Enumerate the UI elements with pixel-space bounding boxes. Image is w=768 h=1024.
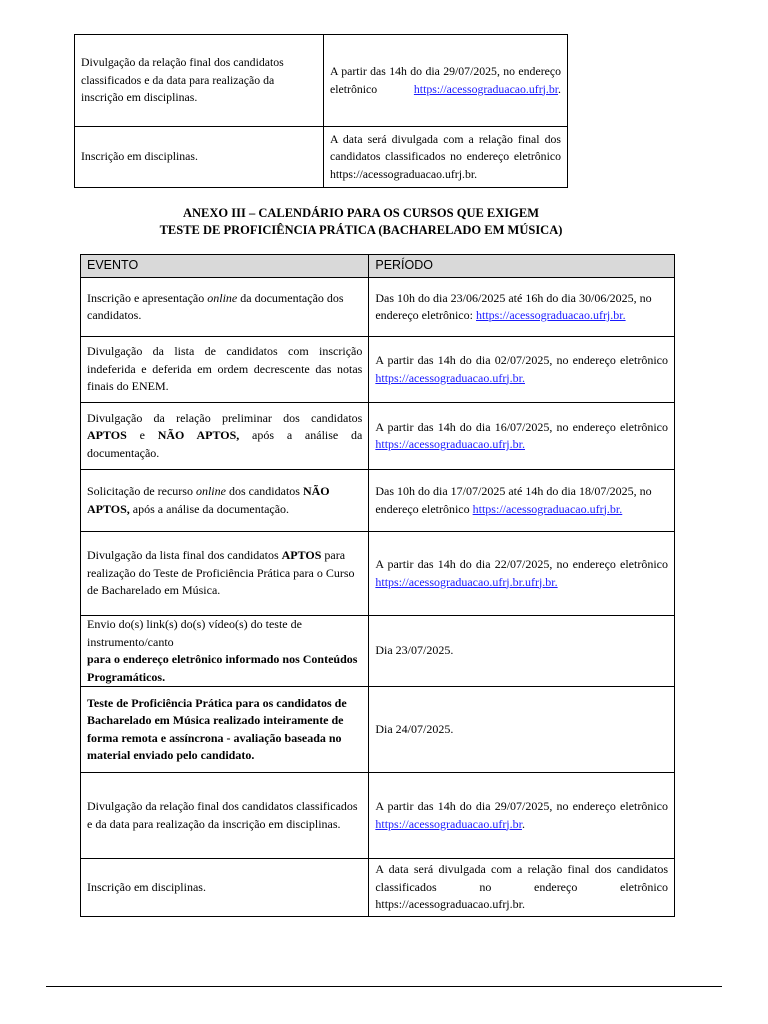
acessograduacao-link[interactable]: https://acessograduacao.ufrj.br. <box>475 308 626 322</box>
event-cell <box>81 773 369 859</box>
period-text: A partir das 14h do dia 29/07/2025, no endereço eletrônico <box>375 799 668 813</box>
period-text: A partir das 14h do dia 16/07/2025, no endereço eletrônico <box>375 419 668 434</box>
period-suffix: . <box>521 816 525 831</box>
calendar-table <box>80 254 675 917</box>
period-text: A partir das 14h do dia 22/07/2025, no endereço eletrônico <box>375 557 668 571</box>
period-text: A partir das 14h do dia 02/07/2025, no endereço eletrônico <box>375 353 668 367</box>
period-cell <box>369 687 675 773</box>
acessograduacao-link[interactable]: https://acessograduacao.ufrj.br. <box>472 501 623 516</box>
event-text-italic: online <box>207 290 238 305</box>
table-row <box>81 616 675 687</box>
header-period: PERÍODO <box>369 255 675 278</box>
event-text-bold: APTOS <box>281 548 322 563</box>
event-cell <box>81 859 369 917</box>
table-row <box>81 403 675 470</box>
event-text-bold: Teste de Proficiência Prática para os candidatos de Bacharelado em Música realizado inteiramente de forma remota e assíncrona - avaliação baseada no material enviado pelo candidato. <box>87 695 347 762</box>
event-cell <box>81 532 369 616</box>
period-cell <box>369 470 675 532</box>
event-cell <box>75 127 324 188</box>
period-text: A data será divulgada com a relação final dos candidatos classificados no endereço eletrônico https://acessograduacao.ufrj.br. <box>375 862 668 912</box>
event-text: Divulgação da lista final dos candidatos <box>87 548 282 563</box>
period-cell <box>324 35 568 127</box>
event-cell <box>81 278 369 337</box>
event-text: Divulgação da relação preliminar dos candidatos <box>87 410 363 425</box>
period-text: Dia 23/07/2025. <box>375 643 454 658</box>
acessograduacao-link[interactable]: https://acessograduacao.ufrj.br <box>375 816 522 831</box>
period-cell <box>369 278 675 337</box>
period-suffix: . <box>558 81 561 96</box>
event-text: Inscrição e apresentação <box>87 290 208 305</box>
acessograduacao-link[interactable]: https://acessograduacao.ufrj.br. <box>375 370 525 385</box>
acessograduacao-link[interactable]: https://acessograduacao.ufrj.br. <box>375 437 525 451</box>
period-cell <box>324 127 568 188</box>
event-cell <box>81 616 369 687</box>
table-row <box>81 687 675 773</box>
event-text-bold: NÃO APTOS, <box>87 484 330 516</box>
event-text: Envio do(s) link(s) do(s) vídeo(s) do teste de instrumento/canto <box>87 617 302 649</box>
acessograduacao-link[interactable]: https://acessograduacao.ufrj.br <box>413 81 559 96</box>
event-text: Inscrição em disciplinas. <box>81 149 198 164</box>
period-cell <box>369 616 675 687</box>
annex-title-line-1: ANEXO III – CALENDÁRIO PARA OS CURSOS QUE EXIGEM <box>182 206 540 220</box>
period-cell <box>369 773 675 859</box>
event-text: da documentação dos candidatos. <box>87 290 344 322</box>
period-cell <box>369 337 675 403</box>
period-text: Das 10h do dia 23/06/2025 até 16h do dia 30/06/2025, no endereço eletrônico: <box>375 290 652 322</box>
period-text: Dia 24/07/2025. <box>375 721 454 736</box>
event-cell <box>81 337 369 403</box>
event-text: Divulgação da relação final dos candidatos classificados e da data para realização da inscrição em disciplinas. <box>81 55 284 105</box>
table-row <box>81 278 675 337</box>
period-cell <box>369 532 675 616</box>
table-header-row <box>81 255 675 278</box>
acessograduacao-link[interactable]: https://acessograduacao.ufrj.br.ufrj.br. <box>375 574 558 589</box>
continued-calendar-table <box>74 34 568 188</box>
footer-divider <box>46 986 722 987</box>
event-text: Divulgação da relação final dos candidatos classificados e da data para realização da inscrição em disciplinas. <box>87 799 358 831</box>
event-text: após a análise da documentação. <box>129 501 290 516</box>
event-text: para realização do Teste de Proficiência Prática para o Curso de Bacharelado em Música. <box>87 548 355 598</box>
event-text: e <box>126 428 158 443</box>
period-text: Das 10h do dia 17/07/2025 até 14h do dia 18/07/2025, no endereço eletrônico <box>375 484 652 516</box>
event-text: Solicitação de recurso <box>87 484 196 498</box>
event-cell <box>81 687 369 773</box>
table-row <box>75 127 568 188</box>
event-text-bold: para o endereço eletrônico informado nos Conteúdos Programáticos. <box>87 652 358 684</box>
event-text-bold: APTOS <box>87 428 127 443</box>
event-text: Divulgação da lista de candidatos com inscrição indeferida e deferida em ordem decrescente das notas finais do ENEM. <box>87 344 363 394</box>
header-event: EVENTO <box>81 255 369 278</box>
table-row <box>81 337 675 403</box>
event-text: dos candidatos <box>225 484 303 498</box>
table-row <box>81 532 675 616</box>
event-text-bold: NÃO APTOS, <box>157 428 240 443</box>
table-row <box>75 35 568 127</box>
event-cell <box>81 470 369 532</box>
annex-title <box>0 205 722 239</box>
event-text: após a análise da documentação. <box>87 428 363 460</box>
period-text: A data será divulgada com a relação final dos candidatos classificados no endereço eletrônico https://acessograduacao.ufrj.br. <box>330 131 561 181</box>
table-row <box>81 859 675 917</box>
event-cell <box>81 403 369 470</box>
period-cell <box>369 403 675 470</box>
event-text-italic: online <box>195 484 226 498</box>
table-row <box>81 470 675 532</box>
period-text: A partir das 14h do dia 29/07/2025, no endereço eletrônico <box>330 64 561 96</box>
event-cell <box>75 35 324 127</box>
table-row <box>81 773 675 859</box>
annex-title-line-2: TESTE DE PROFICIÊNCIA PRÁTICA (BACHARELADO EM MÚSICA) <box>159 223 563 237</box>
period-cell <box>369 859 675 917</box>
event-text: Inscrição em disciplinas. <box>87 879 206 894</box>
